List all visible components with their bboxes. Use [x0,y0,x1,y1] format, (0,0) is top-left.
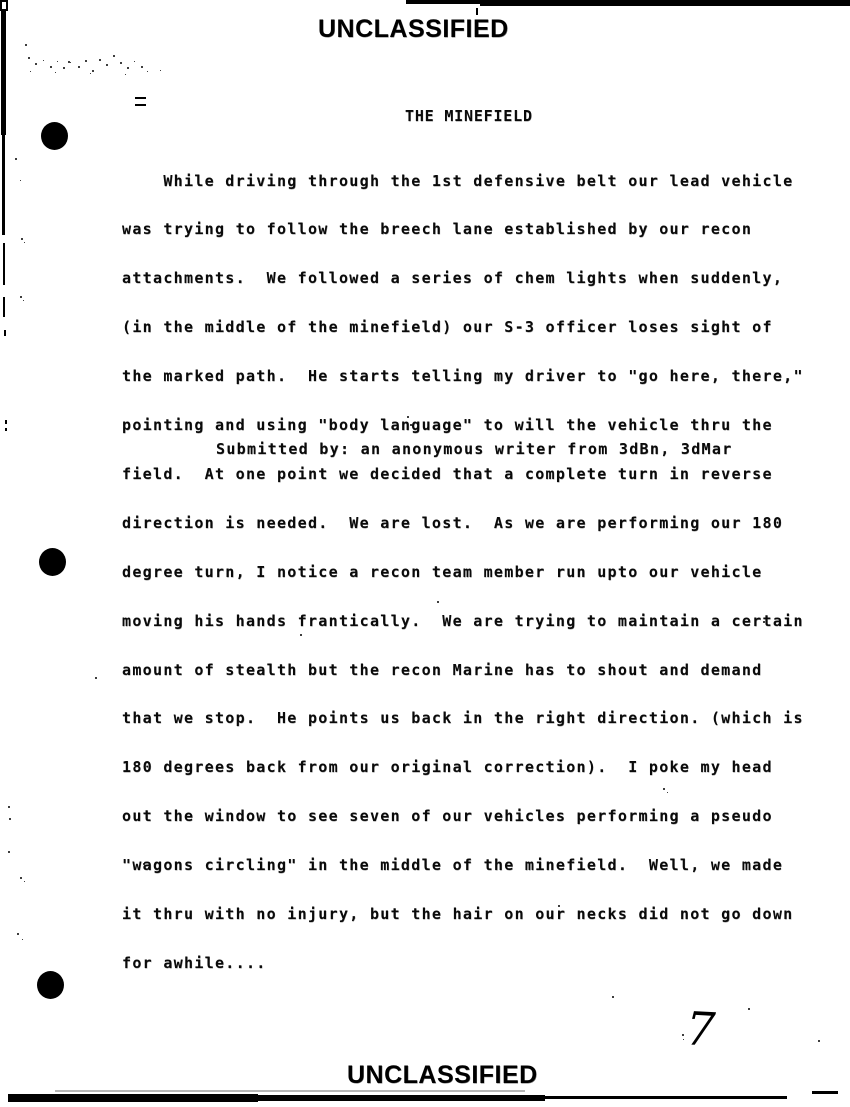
bottom-scan-dash [812,1091,838,1094]
body-line: direction is needed. We are lost. As we are performing our 180 [122,513,784,532]
top-tick-mark [476,8,478,15]
classification-banner-bottom: UNCLASSIFIED [347,1061,538,1089]
classification-banner-top: UNCLASSIFIED [318,15,509,43]
pencil-equals-mark [135,97,146,99]
left-edge-scan-line [3,297,5,317]
body-line: it thru with no injury, but the hair on our necks did not go down [122,904,794,923]
body-line: attachments. We followed a series of chem lights when suddenly, [122,269,784,288]
body-line: 180 degrees back from our original correction). I poke my head [122,758,773,777]
left-edge-scan-line [2,135,5,235]
left-edge-scan-line [5,420,7,424]
document-title: THE MINEFIELD [405,107,533,125]
left-edge-scan-line [4,330,6,336]
hole-punch-mark-middle [39,548,66,576]
body-line: amount of stealth but the recon Marine has to shout and demand [122,660,763,679]
document-body [122,140,804,1004]
body-line: for awhile.... [122,953,267,972]
body-line: While driving through the 1st defensive belt our lead vehicle [122,171,794,190]
page-number: 7 [684,1001,717,1057]
scan-noise-specks [0,0,1,1]
hole-punch-mark-top [41,122,68,150]
body-line: was trying to follow the breech lane established by our recon [122,220,753,239]
left-edge-scan-line [1,10,6,135]
body-line: out the window to see seven of our vehicles performing a pseudo [122,807,773,826]
body-line: field. At one point we decided that a complete turn in reverse [122,464,773,483]
bottom-scan-bar [542,1096,787,1099]
body-line: that we stop. He points us back in the right direction. (which is [122,709,804,728]
bottom-scan-bar [255,1095,545,1101]
body-line: "wagons circling" in the middle of the minefield. Well, we made [122,856,784,875]
left-edge-scan-line [3,243,5,285]
body-line: degree turn, I notice a recon team member run upto our vehicle [122,562,763,581]
byline: Submitted by: an anonymous writer from 3dBn, 3dMar [216,440,733,458]
body-line: (in the middle of the minefield) our S-3 officer loses sight of [122,318,773,337]
left-edge-scan-line [5,428,7,431]
bottom-scan-fuzz [55,1090,525,1092]
body-line: moving his hands frantically. We are trying to maintain a certain [122,611,804,630]
top-scan-line-segment [480,4,850,6]
body-line: pointing and using "body language" to will the vehicle thru the [122,416,773,435]
body-line: the marked path. He starts telling my driver to "go here, there," [122,367,804,386]
hole-punch-mark-bottom [37,971,64,999]
bottom-scan-bar [8,1094,258,1102]
